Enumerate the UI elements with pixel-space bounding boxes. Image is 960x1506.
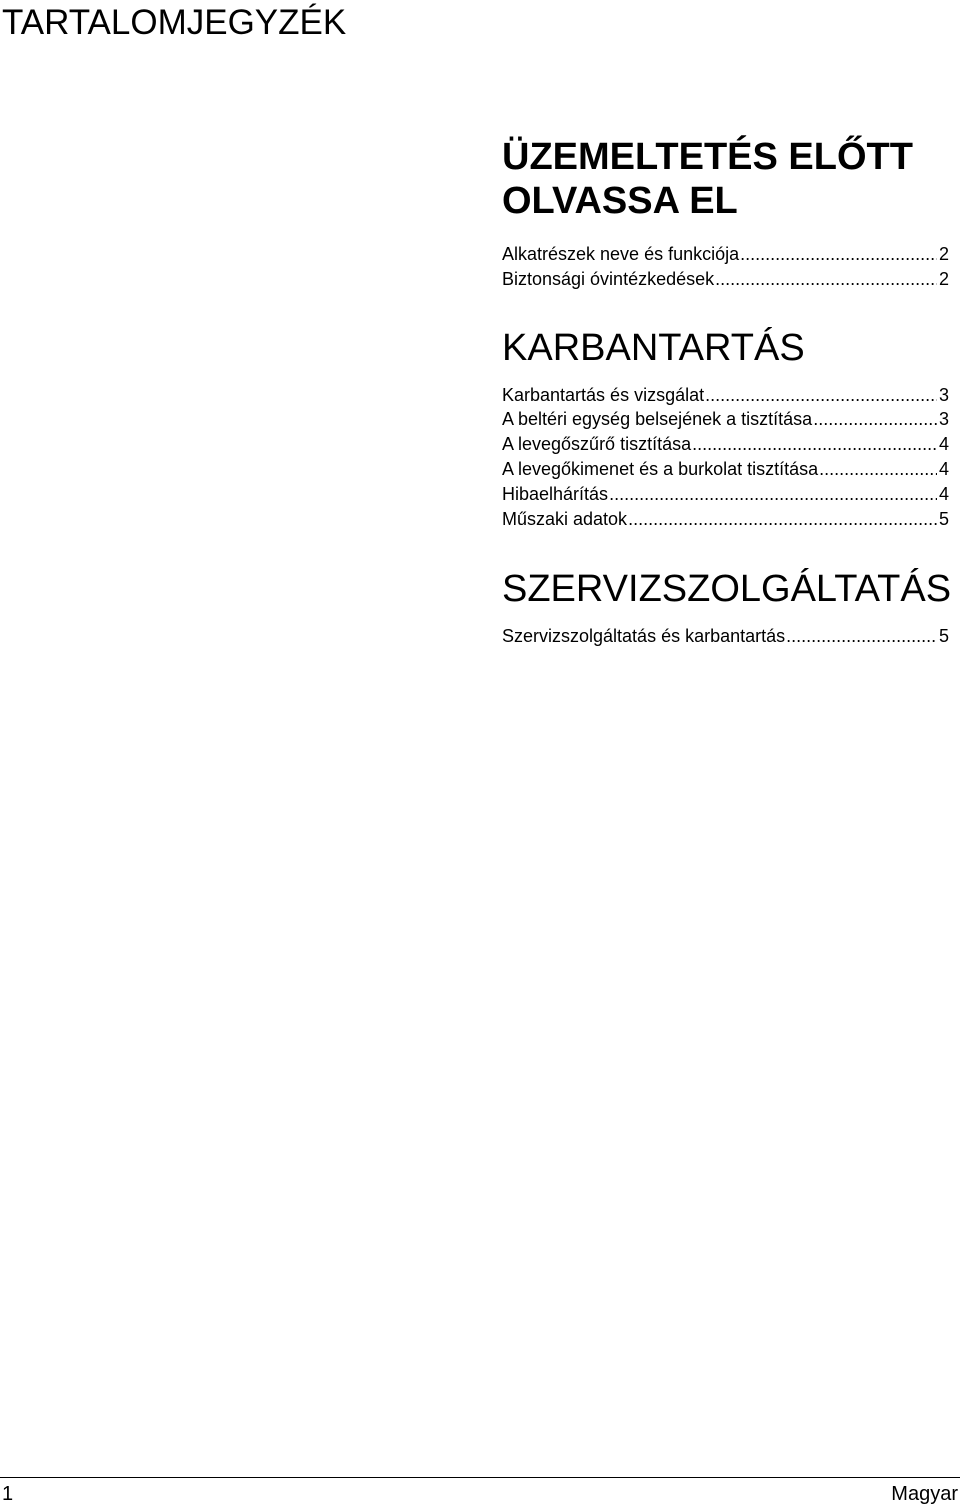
toc-entry-page: 2 bbox=[938, 268, 949, 289]
toc-entry[interactable] bbox=[502, 482, 949, 507]
toc-entry[interactable] bbox=[502, 242, 949, 267]
dot-leader bbox=[692, 432, 937, 457]
toc-entry-label: Műszaki adatok bbox=[502, 508, 628, 529]
toc-entry-label: A beltéri egység belsejének a tisztítása bbox=[502, 409, 813, 430]
section-heading-line-2: OLVASSA EL bbox=[502, 180, 738, 222]
dot-leader bbox=[819, 457, 937, 482]
dot-leader bbox=[628, 507, 937, 532]
toc-entry[interactable] bbox=[502, 407, 949, 432]
toc-entry-page: 2 bbox=[938, 244, 949, 264]
toc-entry[interactable] bbox=[502, 507, 949, 532]
toc-entry-list bbox=[502, 383, 949, 532]
footer-language: Magyar bbox=[891, 1483, 958, 1505]
toc-entry-page: 5 bbox=[938, 508, 949, 529]
toc-entry-label: Alkatrészek neve és funkciója bbox=[502, 244, 740, 264]
toc-entry-page: 4 bbox=[938, 458, 949, 479]
section-heading-line-1: ÜZEMELTETÉS ELŐTT bbox=[502, 136, 913, 178]
toc-entry[interactable] bbox=[502, 624, 949, 649]
toc-entry-page: 4 bbox=[938, 483, 949, 504]
toc-entry-label: A levegőszűrő tisztítása bbox=[502, 434, 692, 455]
toc-entry-list bbox=[502, 242, 949, 292]
toc-entry-page: 4 bbox=[938, 434, 949, 455]
section-heading: SZERVIZSZOLGÁLTATÁS bbox=[502, 568, 952, 611]
footer-divider bbox=[0, 1477, 960, 1478]
toc-section-before-operation bbox=[502, 135, 949, 292]
dot-leader bbox=[813, 407, 937, 432]
toc-entry[interactable] bbox=[502, 267, 949, 292]
dot-leader bbox=[609, 482, 937, 507]
toc-entry-label: Szervizszolgáltatás és karbantartás bbox=[502, 626, 786, 647]
toc-entry-label: Biztonsági óvintézkedések bbox=[502, 268, 715, 289]
table-of-contents bbox=[502, 135, 952, 649]
dot-leader bbox=[786, 624, 937, 649]
toc-entry-page: 5 bbox=[938, 626, 949, 647]
toc-entry-label: Karbantartás és vizsgálat bbox=[502, 384, 705, 405]
toc-entry-label: Hibaelhárítás bbox=[502, 483, 609, 504]
toc-entry-label: A levegőkimenet és a burkolat tisztítása bbox=[502, 458, 819, 479]
dot-leader bbox=[705, 383, 937, 408]
toc-entry[interactable] bbox=[502, 457, 949, 482]
toc-entry-page: 3 bbox=[938, 409, 949, 430]
toc-entry-page: 3 bbox=[938, 384, 949, 405]
toc-section-service bbox=[502, 567, 952, 649]
toc-entry[interactable] bbox=[502, 432, 949, 457]
section-heading: KARBANTARTÁS bbox=[502, 326, 805, 369]
toc-entry[interactable] bbox=[502, 383, 949, 408]
toc-section-maintenance bbox=[502, 326, 949, 532]
dot-leader bbox=[715, 267, 937, 292]
document-title: TARTALOMJEGYZÉK bbox=[2, 3, 347, 42]
footer-page-number: 1 bbox=[2, 1483, 14, 1505]
dot-leader bbox=[740, 242, 937, 267]
toc-entry-list bbox=[502, 624, 949, 649]
section-heading bbox=[502, 135, 949, 223]
